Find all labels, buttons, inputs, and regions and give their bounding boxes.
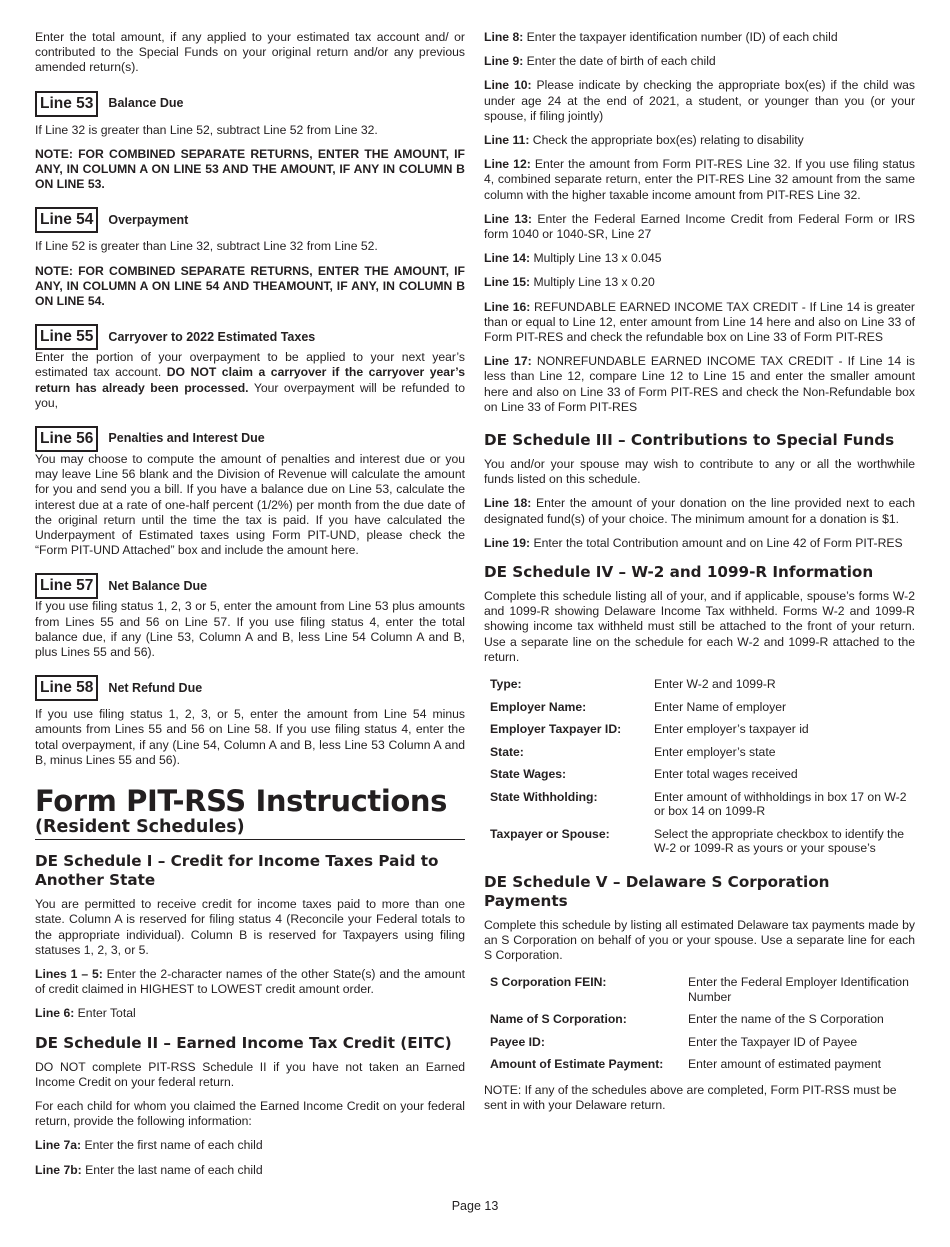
line-text: REFUNDABLE EARNED INCOME TAX CREDIT - If Line 14 is greater than or equal to Line 12, enter amount from Line 14 here and also on Line 33 of Form PIT-RES and check the refundable box on Line 33 of Form PIT-RES bbox=[484, 299, 915, 345]
row-key: State: bbox=[490, 744, 524, 759]
line-label: Line 10: bbox=[484, 78, 532, 93]
schedule3-line18 bbox=[484, 496, 915, 526]
schedule2-line-item bbox=[484, 354, 915, 415]
table-row bbox=[484, 697, 915, 720]
line54-box: Line 54 bbox=[35, 207, 98, 233]
line-label: Line 8: bbox=[484, 30, 524, 44]
line55-text-b: DO NOT claim a carryover if the carryover year’s return has already been processed. bbox=[35, 365, 465, 395]
line-text: Multiply Line 13 x 0.045 bbox=[530, 251, 662, 266]
table-row bbox=[484, 1032, 915, 1055]
line19-text: Enter the total Contribution amount and on Line 42 of Form PIT-RES bbox=[530, 535, 903, 550]
schedule2-line-item bbox=[484, 212, 915, 242]
row-key: Taxpayer or Spouse: bbox=[490, 826, 610, 841]
row-key: Payee ID: bbox=[490, 1034, 545, 1049]
lines1-5-text: Enter the 2-character names of the other State(s) and the amount of credit claimed in HIGHEST to LOWEST credit amount order. bbox=[35, 966, 465, 997]
schedule5-intro: Complete this schedule by listing all estimated Delaware tax payments made by an S Corporation on behalf of you or your spouse. Use a separate line for each S Corporation. bbox=[484, 917, 915, 962]
schedule2-line-item bbox=[484, 54, 915, 69]
line-text: Please indicate by checking the appropriate box(es) if the child was under age 24 at the end of 2021, a student, or younger than you (or your spouse, if filing jointly) bbox=[484, 78, 915, 123]
line53-title: Balance Due bbox=[108, 96, 184, 110]
row-value: Select the appropriate checkbox to identify the W-2 or 1099-R as yours or your spouse’s bbox=[654, 826, 904, 856]
schedule2-lines bbox=[484, 30, 915, 415]
schedule2-line7b bbox=[35, 1163, 465, 1178]
schedule1-intro: You are permitted to receive credit for income taxes paid to more than one state. Column A is reserved for filing status 4 (Reconcile your Federal totals to the appropriate individual). Column B is reserved for Taxpayers using filing statuses 1, 2, 3, or 5. bbox=[35, 897, 465, 957]
table-row bbox=[484, 1009, 915, 1032]
schedule2-p2: For each child for whom you claimed the Earned Income Credit on your federal return, provide the following information: bbox=[35, 1098, 465, 1129]
schedule4-table bbox=[484, 674, 915, 861]
table-row bbox=[484, 1054, 915, 1077]
line56-text: You may choose to compute the amount of penalties and interest due or you may leave Line 56 blank and the Division of Revenue will calculate the amount for you and send you a bill. If you have a balance due on Line 53, calculate the interest due at a rate of one-half percent (1/2%) per month from the due date of the original return until the time the tax is paid. If you have calculated the Underpayment of Estimated taxes using Form PIT-UND, please check the “Form PIT-UND Attached” box and include the amount here. bbox=[35, 452, 465, 558]
line55-text bbox=[35, 350, 465, 411]
line-label: Line 17: bbox=[484, 354, 532, 369]
line-text: Check the appropriate box(es) relating to disability bbox=[529, 133, 804, 148]
table-row bbox=[484, 742, 915, 765]
row-key: Name of S Corporation: bbox=[490, 1012, 627, 1027]
line56-title: Penalties and Interest Due bbox=[108, 431, 265, 446]
line18-text: Enter the amount of your donation on the line provided next to each designated fund(s) of your choice. The minimum amount for a donation is $1. bbox=[484, 496, 915, 526]
schedule1-lines1-5 bbox=[35, 967, 465, 997]
schedule2-line-item bbox=[484, 157, 915, 203]
row-value: Enter Name of employer bbox=[654, 699, 787, 714]
line54-text: If Line 52 is greater than Line 32, subtract Line 32 from Line 52. bbox=[35, 239, 378, 254]
schedule1-heading: DE Schedule I – Credit for Income Taxes Paid to Another State bbox=[35, 852, 439, 890]
line-text: Enter the date of birth of each child bbox=[523, 54, 716, 69]
line54-note: NOTE: FOR COMBINED SEPARATE RETURNS, ENTER THE AMOUNT, IF ANY, IN COLUMN A ON LINE 54 AND THEAMOUNT, IF ANY, IN COLUMN B ON LINE 54. bbox=[35, 263, 465, 309]
row-value: Enter total wages received bbox=[654, 767, 798, 782]
line19-label: Line 19: bbox=[484, 535, 531, 550]
line6-label: Line 6: bbox=[35, 1006, 75, 1021]
schedule3-intro: You and/or your spouse may wish to contribute to any or all the worthwhile funds listed on this schedule. bbox=[484, 457, 915, 487]
row-value: Enter employer’s state bbox=[654, 744, 776, 759]
line55-heading bbox=[35, 324, 465, 350]
line-label: Line 9: bbox=[484, 54, 524, 69]
row-key: Type: bbox=[490, 677, 522, 692]
schedule2-line-item bbox=[484, 275, 915, 290]
schedule5-note: NOTE: If any of the schedules above are completed, Form PIT-RSS must be sent in with your Delaware return. bbox=[484, 1082, 897, 1112]
line53-text: If Line 32 is greater than Line 52, subtract Line 52 from Line 32. bbox=[35, 122, 378, 137]
schedule2-line-item bbox=[484, 251, 915, 266]
schedule3-line19 bbox=[484, 536, 915, 551]
table-row bbox=[484, 674, 915, 697]
schedule5-table bbox=[484, 972, 915, 1077]
line57-heading bbox=[35, 573, 465, 599]
table-row bbox=[484, 972, 915, 1009]
line53-box: Line 53 bbox=[35, 91, 98, 117]
row-key: S Corporation FEIN: bbox=[490, 975, 607, 990]
schedule2-line-item bbox=[484, 133, 915, 148]
line53-heading bbox=[35, 91, 465, 117]
line58-text: If you use filing status 1, 2, 3, or 5, enter the amount from Line 54 minus amounts from Lines 55 and 56 on Line 58. If you use filing status 4, enter the total overpayment, if any (Line 54, Column A and B, less Line 53 Column A and B, minus Lines 55 and 56). bbox=[35, 707, 465, 767]
line-label: Line 16: bbox=[484, 299, 531, 314]
line7b-label: Line 7b: bbox=[35, 1162, 82, 1177]
right-column bbox=[484, 30, 915, 1122]
line55-text-c: Your overpayment will be refunded to you, bbox=[35, 380, 465, 410]
schedule1-line6 bbox=[35, 1006, 465, 1021]
line7a-text: Enter the first name of each child bbox=[81, 1138, 263, 1153]
line-label: Line 15: bbox=[484, 275, 531, 290]
line55-title: Carryover to 2022 Estimated Taxes bbox=[108, 329, 316, 344]
line7a-label: Line 7a: bbox=[35, 1138, 82, 1153]
line-text: Multiply Line 13 x 0.20 bbox=[530, 275, 655, 290]
schedule3-heading: DE Schedule III – Contributions to Special Funds bbox=[484, 431, 895, 450]
line54-title: Overpayment bbox=[108, 212, 189, 227]
line-label: Line 13: bbox=[484, 211, 532, 226]
row-key: Employer Taxpayer ID: bbox=[490, 722, 622, 737]
row-key: State Withholding: bbox=[490, 789, 598, 804]
line58-heading bbox=[35, 675, 465, 701]
line55-box: Line 55 bbox=[35, 324, 98, 350]
line57-box: Line 57 bbox=[35, 573, 98, 599]
line55-text-a: Enter the portion of your overpayment to be applied to your next year’s estimated tax account. bbox=[35, 350, 465, 380]
line-text: Enter the amount from Form PIT-RES Line 32. If you use filing status 4, combined separate return, enter the PIT-RES Line 32 amount from the same column with the higher taxable income amount from PIT-RES Line 32. bbox=[484, 157, 915, 202]
row-value: Enter amount of estimated payment bbox=[688, 1057, 882, 1072]
form-subtitle: (Resident Schedules) bbox=[35, 817, 465, 840]
line53-note: NOTE: FOR COMBINED SEPARATE RETURNS, ENTER THE AMOUNT, IF ANY, IN COLUMN A ON LINE 53 AND THE AMOUNT, IF ANY IN COLUMN B ON LINE 53. bbox=[35, 146, 465, 192]
row-key: Amount of Estimate Payment: bbox=[490, 1057, 664, 1072]
schedule2-heading: DE Schedule II – Earned Income Tax Credit (EITC) bbox=[35, 1033, 452, 1052]
form-title: Form PIT-RSS Instructions bbox=[35, 784, 448, 819]
line6-text: Enter Total bbox=[74, 1006, 136, 1021]
line57-title: Net Balance Due bbox=[108, 578, 208, 593]
table-row bbox=[484, 787, 915, 824]
intro-paragraph: Enter the total amount, if any applied to your estimated tax account and/ or contributed to the Special Funds on your original return and/or any previous amended return(s). bbox=[35, 30, 465, 75]
row-value: Enter W-2 and 1099-R bbox=[654, 677, 776, 692]
lines1-5-label: Lines 1 – 5: bbox=[35, 966, 103, 981]
line-text: NONREFUNDABLE EARNED INCOME TAX CREDIT - If Line 14 is less than Line 12, compare Line 12 to Line 15 and enter the smaller amount here and also on Line 33 of Form PIT-RES and check the Non-Refundable box on Line 33 of Form PIT-RES bbox=[484, 354, 915, 414]
line18-label: Line 18: bbox=[484, 496, 532, 511]
page-number: Page 13 bbox=[451, 1199, 499, 1213]
schedule4-intro: Complete this schedule listing all of your, and if applicable, spouse’s forms W-2 and 1099-R showing Delaware Income Tax withheld. Forms W-2 and 1099-R showing income tax withheld must still be attached to the front of your return. Use a separate line on the schedule for each W-2 and 1099-R attached to the return. bbox=[484, 589, 915, 664]
schedule4-heading: DE Schedule IV – W-2 and 1099-R Information bbox=[484, 563, 874, 582]
left-column bbox=[35, 30, 465, 1187]
line7b-text: Enter the last name of each child bbox=[81, 1162, 263, 1177]
row-value: Enter the name of the S Corporation bbox=[688, 1012, 884, 1027]
table-row bbox=[484, 824, 915, 861]
line-label: Line 14: bbox=[484, 251, 531, 266]
row-value: Enter the Federal Employer Identification Number bbox=[688, 975, 909, 1004]
schedule2-p1: DO NOT complete PIT-RSS Schedule II if you have not taken an Earned Income Credit on your federal return. bbox=[35, 1059, 465, 1089]
line-label: Line 12: bbox=[484, 157, 531, 172]
table-row bbox=[484, 764, 915, 787]
row-key: State Wages: bbox=[490, 767, 567, 782]
line57-text: If you use filing status 1, 2, 3 or 5, enter the amount from Line 53 plus amounts from Lines 55 and 56 on Line 57. If you use filing status 4, enter the total balance due, if any (Line 53, Column A and B, less Line 54 Column A and B, plus Lines 55 and 56). bbox=[35, 599, 465, 660]
line54-heading bbox=[35, 207, 465, 233]
row-value: Enter the Taxpayer ID of Payee bbox=[688, 1034, 858, 1049]
row-key: Employer Name: bbox=[490, 699, 587, 714]
line-label: Line 11: bbox=[484, 133, 530, 148]
schedule5-heading: DE Schedule V – Delaware S Corporation Payments bbox=[484, 872, 830, 910]
schedule2-line-item bbox=[484, 300, 915, 346]
schedule2-line-item bbox=[484, 30, 915, 45]
line58-title: Net Refund Due bbox=[108, 680, 203, 695]
line56-box: Line 56 bbox=[35, 426, 98, 452]
line-text: Enter the taxpayer identification number (ID) of each child bbox=[523, 30, 838, 44]
line-text: Enter the Federal Earned Income Credit from Federal Form or IRS form 1040 or 1040-SR, Line 27 bbox=[484, 211, 915, 242]
schedule2-line-item bbox=[484, 78, 915, 124]
schedule2-line7a bbox=[35, 1138, 465, 1153]
row-value: Enter amount of withholdings in box 17 on W-2 or box 14 on 1099-R bbox=[654, 789, 907, 819]
table-row bbox=[484, 719, 915, 742]
line58-box: Line 58 bbox=[35, 675, 98, 701]
row-value: Enter employer’s taxpayer id bbox=[654, 722, 809, 737]
line56-heading bbox=[35, 426, 465, 452]
